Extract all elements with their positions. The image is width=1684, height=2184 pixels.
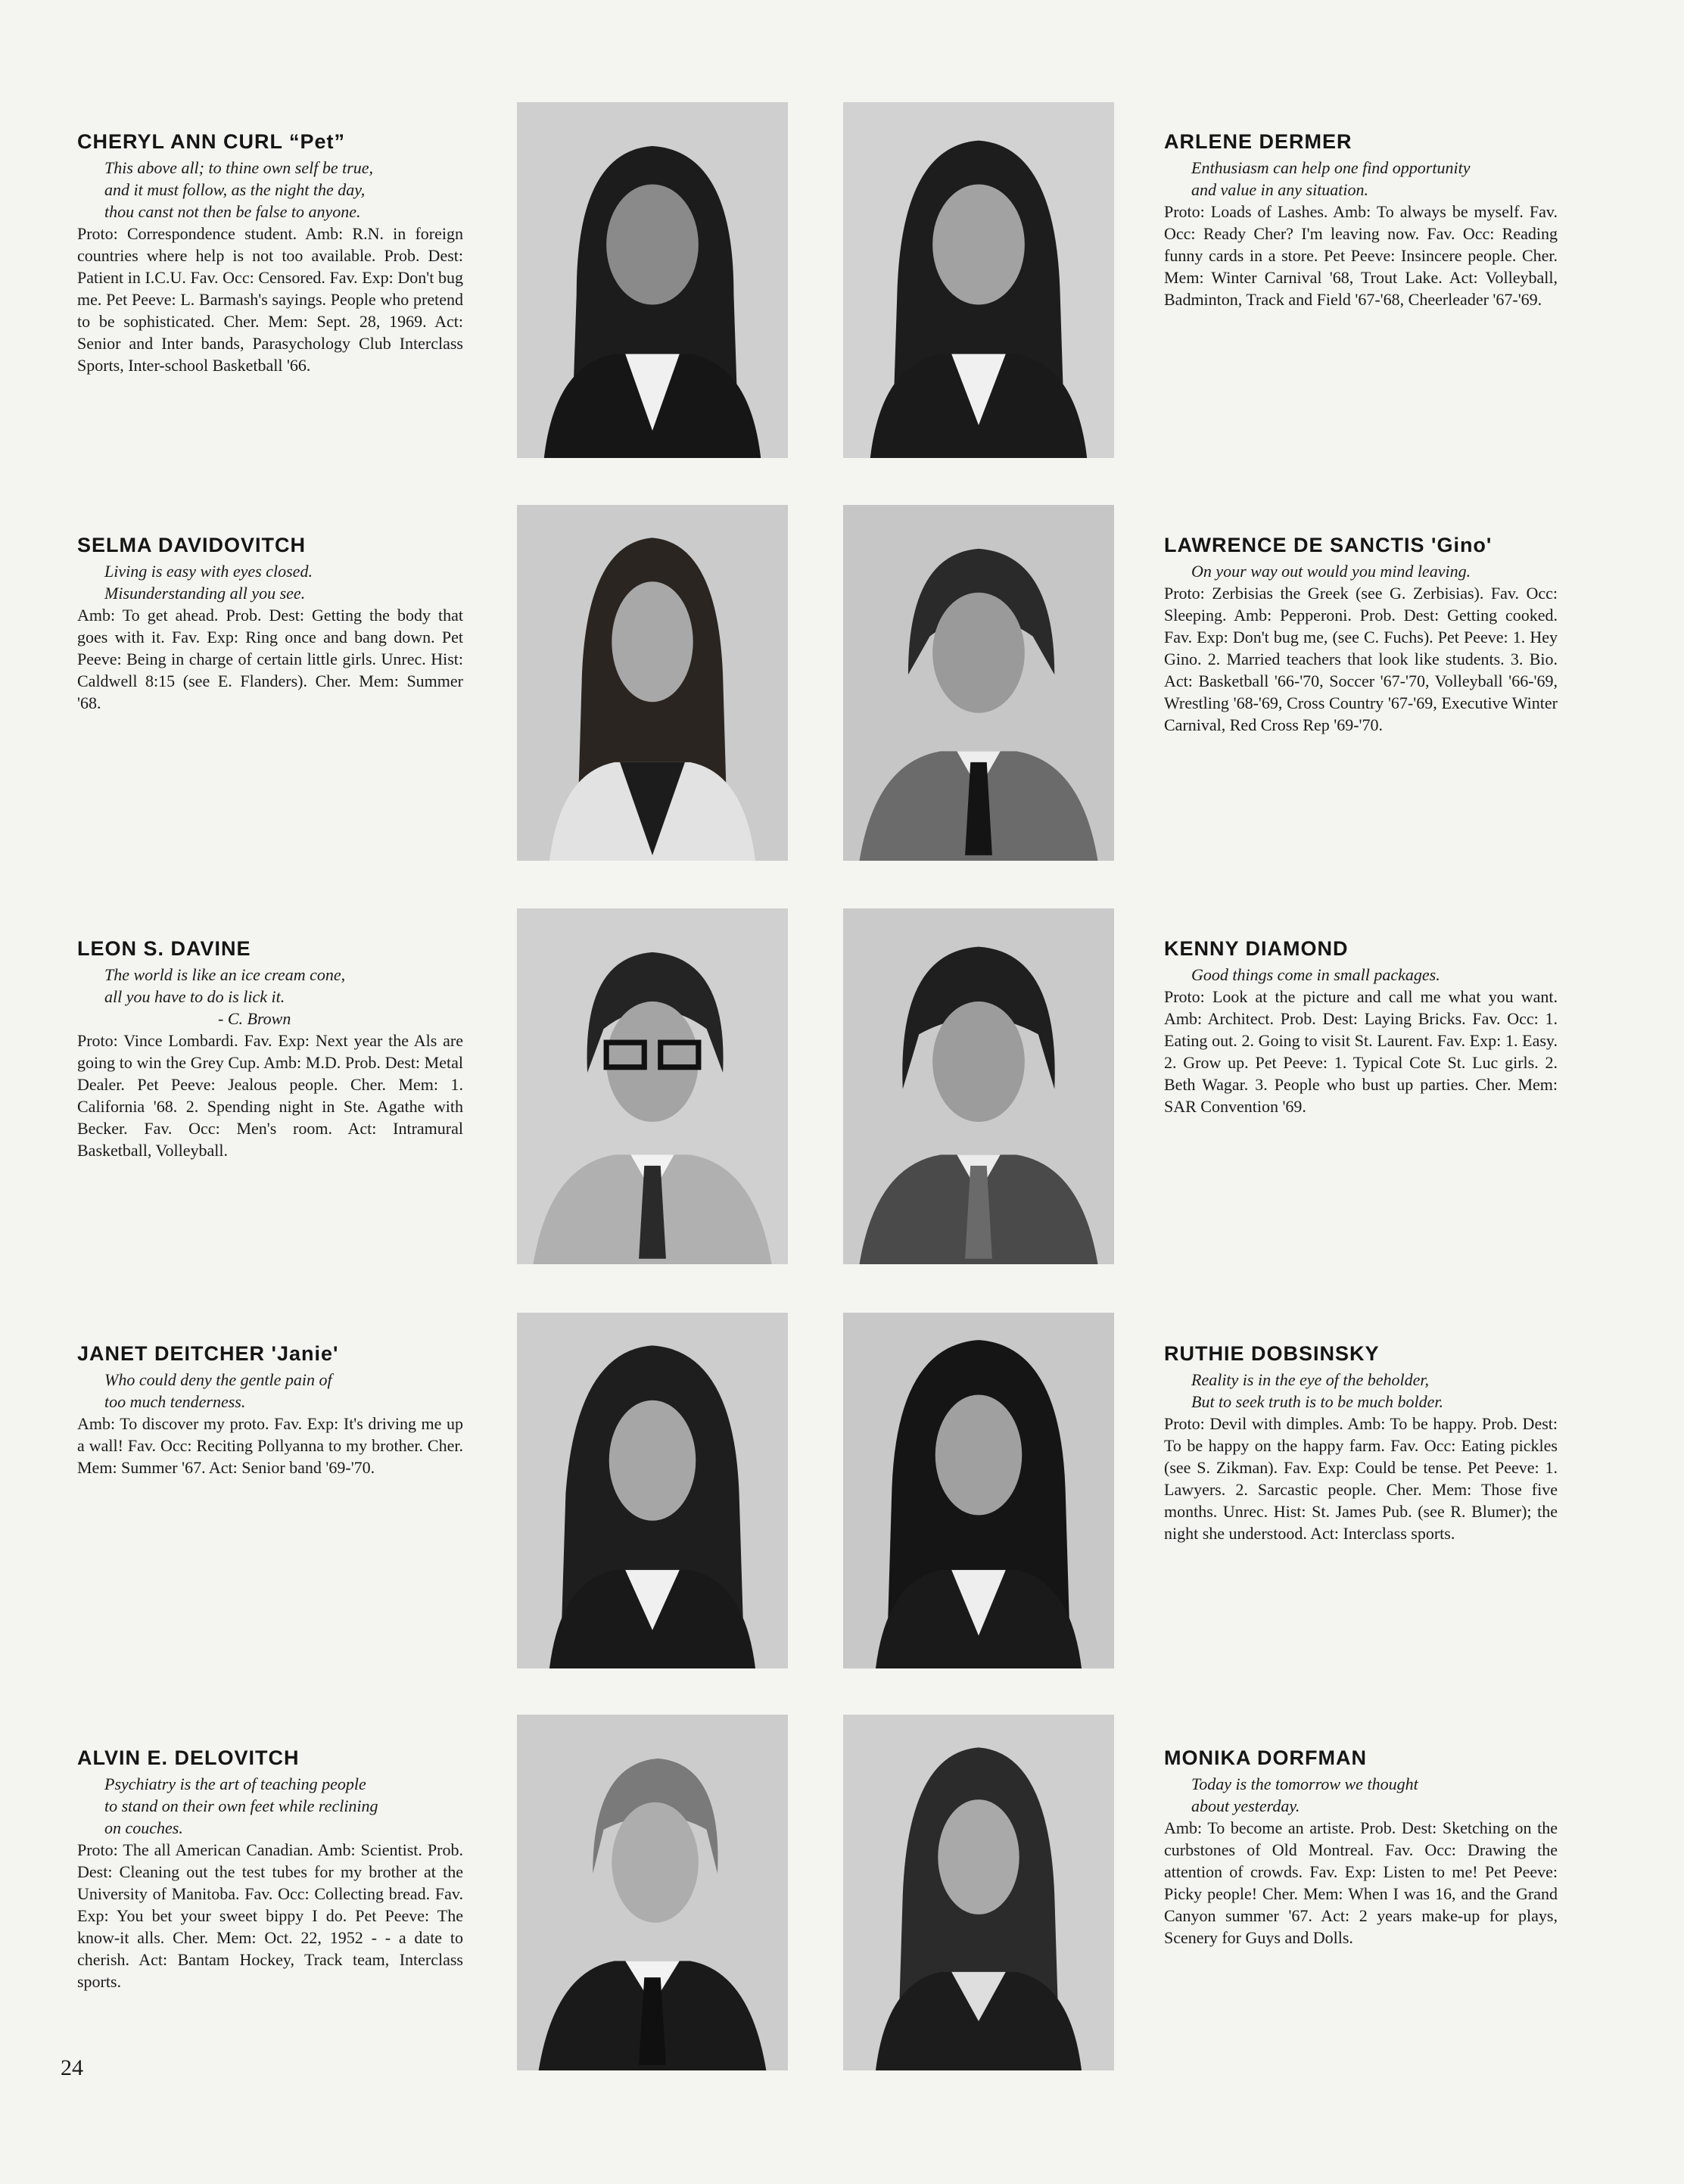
quote-line: Living is easy with eyes closed. — [104, 562, 313, 581]
student-entry-leon-davine — [77, 937, 463, 1161]
student-bio: Proto: Zerbisias the Greek (see G. Zerbisias). Fav. Occ: Sleeping. Amb: Pepperoni. Prob. Dest: Getting cooked. Fav. Exp: Don't bug me, (see C. Fuchs). Pet Peeve: 1. Hey Gino. 2. Married teachers that look like students. 3. Bio. Act: Basketball '66-'70, Soccer '67-'70, Volleyball '66-'69, Wrestling '68-'69, Cross Country '67-'69, Executive Winter Carnival, Red Cross Rep '69-'70. — [1164, 584, 1558, 734]
quote-line: thou canst not then be false to anyone. — [104, 202, 361, 221]
quote-line: too much tenderness. — [104, 1392, 246, 1411]
quote-line: But to seek truth is to be much bolder. — [1191, 1392, 1444, 1411]
student-bio: Proto: Correspondence student. Amb: R.N. in foreign countries where help is not too available. Prob. Dest: Patient in I.C.U. Fav. Occ: Censored. Fav. Exp: Don't bug me. Pet Peeve: L. Barmash's sayings. People who pretend to be sophisticated. Cher. Mem: Sept. 28, 1969. Act: Senior and Inter bands, Parasychology Club Interclass Sports, Inter-school Basketball '66. — [77, 224, 463, 375]
student-name: CHERYL ANN CURL “Pet” — [77, 130, 346, 153]
student-name: JANET DEITCHER 'Janie' — [77, 1342, 339, 1365]
quote-line: about yesterday. — [1191, 1796, 1300, 1815]
portrait-photo-cheryl-curl — [517, 102, 788, 458]
portrait-photo-alvin-delovitch — [517, 1715, 788, 2070]
student-quote — [77, 1773, 463, 1839]
quote-line: Reality is in the eye of the beholder, — [1191, 1370, 1430, 1389]
portrait-photo-selma-davidovitch — [517, 505, 788, 861]
student-quote — [1164, 964, 1558, 986]
quote-line: On your way out would you mind leaving. — [1191, 562, 1471, 581]
student-quote — [77, 560, 463, 604]
student-entry-kenny-diamond — [1164, 937, 1558, 1117]
portrait-photo-ruthie-dobsinsky — [843, 1313, 1114, 1668]
student-bio: Proto: The all American Canadian. Amb: Scientist. Prob. Dest: Cleaning out the test tubes for my brother at the University of Manitoba. Fav. Occ: Collecting bread. Fav. Exp: You bet your sweet bippy I do. Pet Peeve: The know-it alls. Cher. Mem: Oct. 22, 1952 - - a date to cherish. Act: Bantam Hockey, Track team, Interclass sports. — [77, 1840, 463, 1991]
quote-line: all you have to do is lick it. — [104, 987, 285, 1006]
quote-line: Misunderstanding all you see. — [104, 584, 306, 603]
portrait-photo-lawrence-de-sanctis — [843, 505, 1114, 861]
quote-line: Psychiatry is the art of teaching people — [104, 1774, 366, 1793]
student-quote — [1164, 1773, 1558, 1817]
student-quote — [77, 157, 463, 223]
student-entry-monika-dorfman — [1164, 1746, 1558, 1949]
portrait-photo-monika-dorfman — [843, 1715, 1114, 2070]
student-entry-janet-deitcher — [77, 1342, 463, 1478]
student-quote — [77, 964, 463, 1030]
quote-line: Today is the tomorrow we thought — [1191, 1774, 1418, 1793]
student-name: ALVIN E. DELOVITCH — [77, 1746, 300, 1769]
student-name: KENNY DIAMOND — [1164, 937, 1349, 960]
student-bio: Proto: Look at the picture and call me what you want. Amb: Architect. Prob. Dest: Laying Bricks. Fav. Occ: 1. Eating out. 2. Going to visit St. Laurent. Fav. Exp: 1. Easy. 2. Grow up. Pet Peeve: 1. Typical Cote St. Luc girls. 2. Beth Wagar. 3. People who bust up parties. Cher. Mem: SAR Convention '69. — [1164, 987, 1558, 1116]
student-quote — [1164, 1369, 1558, 1413]
quote-line: Good things come in small packages. — [1191, 965, 1440, 984]
student-bio: Amb: To discover my proto. Fav. Exp: It's driving me up a wall! Fav. Occ: Reciting Pollyanna to my brother. Cher. Mem: Summer '67. Act: Senior band '69-'70. — [77, 1414, 463, 1477]
quote-line: and value in any situation. — [1191, 180, 1369, 199]
student-bio: Amb: To get ahead. Prob. Dest: Getting the body that goes with it. Fav. Exp: Ring once and bang down. Pet Peeve: Being in charge of certain little girls. Unrec. Hist: Caldwell 8:15 (see E. Flanders). Cher. Mem: Summer '68. — [77, 606, 463, 712]
student-quote — [77, 1369, 463, 1413]
student-entry-cheryl-curl — [77, 130, 463, 376]
student-entry-arlene-dermer — [1164, 130, 1558, 310]
student-entry-alvin-delovitch — [77, 1746, 463, 1992]
portrait-photo-janet-deitcher — [517, 1313, 788, 1668]
quote-line: Enthusiasm can help one find opportunity — [1191, 158, 1471, 177]
quote-line: on couches. — [104, 1818, 183, 1837]
quote-attribution: - C. Brown — [218, 1009, 291, 1028]
student-entry-selma-davidovitch — [77, 534, 463, 714]
student-name: MONIKA DORFMAN — [1164, 1746, 1367, 1769]
student-quote — [1164, 560, 1558, 582]
quote-line: to stand on their own feet while reclining — [104, 1796, 378, 1815]
page-number: 24 — [61, 2055, 83, 2080]
student-name: SELMA DAVIDOVITCH — [77, 534, 307, 556]
student-bio: Proto: Devil with dimples. Amb: To be happy. Prob. Dest: To be happy on the happy farm. Fav. Occ: Eating pickles (see S. Zikman). Fav. Exp: Could be tense. Pet Peeve: 1. Lawyers. 2. Sarcastic people. Cher. Mem: Those five months. Unrec. Hist: St. James Pub. (see R. Blumer); the night she understood. Act: Interclass sports. — [1164, 1414, 1558, 1543]
student-bio: Amb: To become an artiste. Prob. Dest: Sketching on the curbstones of Old Montreal. Fav. Occ: Drawing the attention of crowds. Fav. Exp: Listen to me! Pet Peeve: Picky people! Cher. Mem: When I was 16, and the Grand Canyon summer '67. Act: 2 years make-up for plays, Scenery for Guys and Dolls. — [1164, 1818, 1558, 1947]
student-bio: Proto: Vince Lombardi. Fav. Exp: Next year the Als are going to win the Grey Cup. Amb: M.D. Prob. Dest: Metal Dealer. Pet Peeve: Jealous people. Cher. Mem: 1. California '68. 2. Spending night in Ste. Agathe with Becker. Fav. Occ: Men's room. Act: Intramural Basketball, Volleyball. — [77, 1031, 463, 1160]
student-bio: Proto: Loads of Lashes. Amb: To always be myself. Fav. Occ: Ready Cher? I'm leaving now. Fav. Occ: Reading funny cards in a store. Pet Peeve: Insincere people. Cher. Mem: Winter Carnival '68, Trout Lake. Act: Volleyball, Badminton, Track and Field '67-'68, Cheerleader '67-'69. — [1164, 202, 1558, 309]
student-name: LEON S. DAVINE — [77, 937, 251, 960]
portrait-photo-arlene-dermer — [843, 102, 1114, 458]
quote-line: Who could deny the gentle pain of — [104, 1370, 332, 1389]
student-name: ARLENE DERMER — [1164, 130, 1352, 153]
student-name: RUTHIE DOBSINSKY — [1164, 1342, 1380, 1365]
student-quote — [1164, 157, 1558, 201]
portrait-photo-kenny-diamond — [843, 908, 1114, 1264]
student-entry-ruthie-dobsinsky — [1164, 1342, 1558, 1544]
quote-line: This above all; to thine own self be true, — [104, 158, 374, 177]
quote-line: The world is like an ice cream cone, — [104, 965, 346, 984]
quote-line: and it must follow, as the night the day, — [104, 180, 366, 199]
portrait-photo-leon-davine — [517, 908, 788, 1264]
student-entry-lawrence-de-sanctis — [1164, 534, 1558, 736]
student-name: LAWRENCE DE SANCTIS 'Gino' — [1164, 534, 1493, 556]
